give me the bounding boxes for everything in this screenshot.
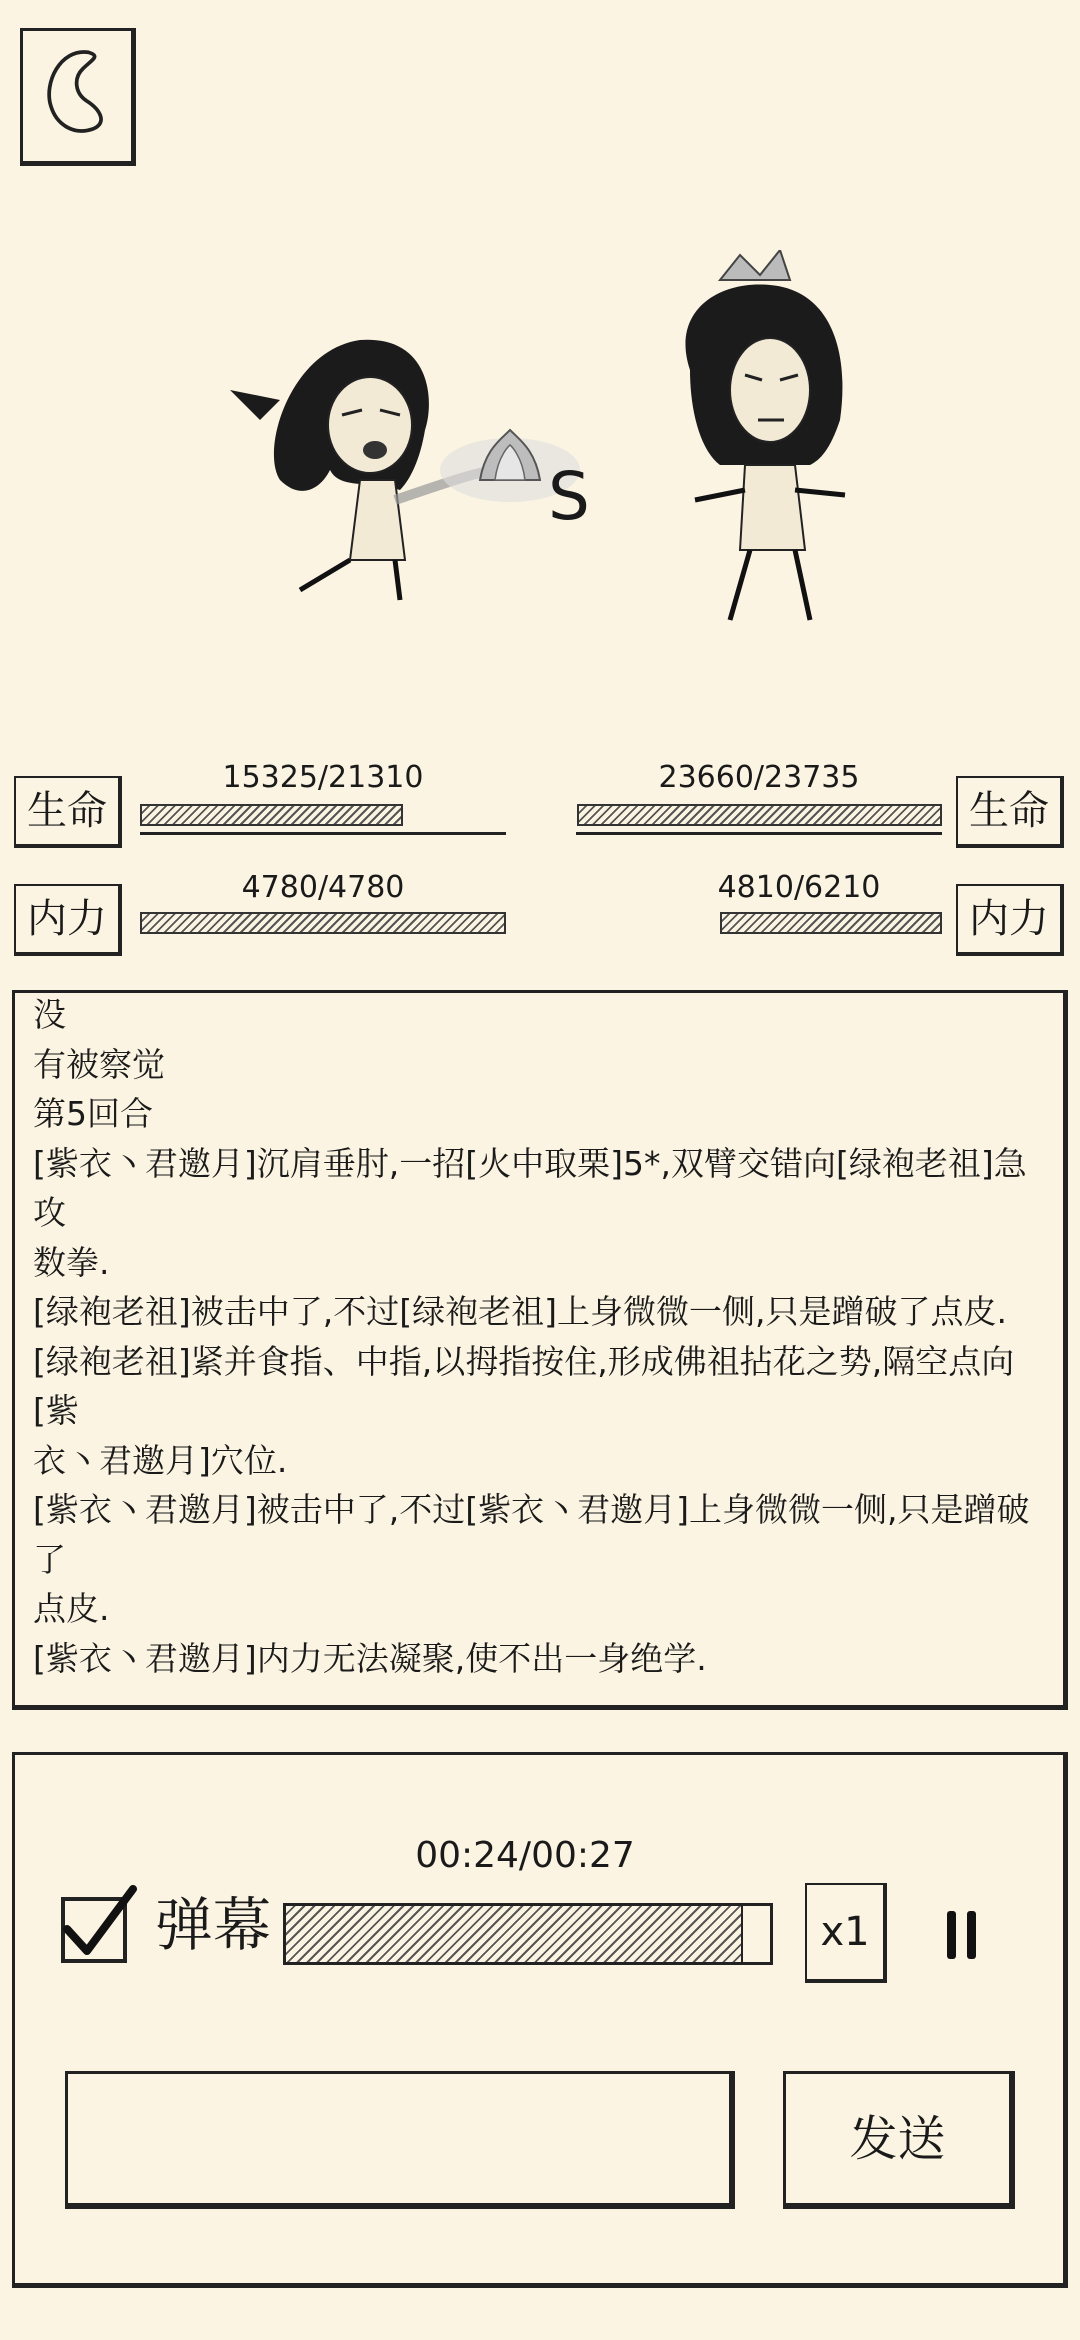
enemy-fighter [660,250,890,640]
player-mp-fill [140,912,506,934]
player-hp-value: 15325/21310 [222,760,424,795]
player-hp-underline [140,832,506,835]
player-fighter [220,330,600,630]
enemy-hp-fill [577,804,942,826]
enemy-hp-label: 生命 [956,776,1064,848]
danmu-label: 弹幕 [155,1891,272,1959]
enemy-hp-value: 23660/23735 [658,760,860,795]
player-mp-label: 内力 [14,884,122,956]
lotus-icon [480,430,540,480]
send-button[interactable]: 发送 [783,2071,1015,2209]
log-line: [紫衣丶君邀月]沉肩垂肘,一招[火中取栗]5*,双臂交错向[绿袍老祖]急攻 [33,1143,1027,1232]
speed-button[interactable]: x1 [805,1883,887,1983]
danmu-input[interactable] [65,2071,735,2209]
enemy-mp-fill [720,912,942,934]
player-hp-label: 生命 [14,776,122,848]
pause-icon [937,1905,987,1965]
combat-log-content [33,990,1045,1683]
log-line: [绿袍老祖]被击中了,不过[绿袍老祖]上身微微一侧,只是蹭破了点皮. [33,1292,1007,1331]
enemy-mp-value: 4810/6210 [717,870,881,905]
back-button[interactable] [20,28,136,166]
player-hp-fill [140,804,403,826]
enemy-mp-label: 内力 [956,884,1064,956]
player-mp-bar [140,912,506,934]
battle-scene [0,230,1080,630]
pause-button[interactable] [937,1905,987,1965]
log-line: 数拳. [33,1242,110,1282]
effect-letter: S [548,458,590,535]
danmu-checkbox[interactable] [57,1885,137,1965]
enemy-hp-bar [576,804,942,826]
player-mp-value: 4780/4780 [241,870,405,905]
back-icon [23,31,131,161]
log-line: 没 [33,995,66,1034]
playback-progress[interactable] [283,1903,773,1965]
checkmark-icon [57,1885,137,1965]
enemy-hp-underline [576,832,942,835]
playback-panel [12,1752,1068,2288]
playback-progress-fill [286,1906,743,1962]
playback-time: 00:24/00:27 [415,1835,635,1876]
combat-log[interactable] [12,990,1068,1710]
log-line: 点皮. [33,1589,110,1628]
log-line: 衣丶君邀月]穴位. [33,1440,288,1480]
log-line: [紫衣丶君邀月]被击中了,不过[紫衣丶君邀月]上身微微一侧,只是蹭破了 [33,1490,1030,1579]
log-line: 有被察觉 [33,1044,165,1084]
enemy-mp-bar [656,912,942,934]
log-line: [绿袍老祖]紧并食指、中指,以拇指按住,形成佛祖拈花之势,隔空点向[紫 [33,1341,1015,1430]
log-line: 第5回合 [33,1094,153,1133]
player-hp-bar [140,804,506,826]
log-line: [紫衣丶君邀月]内力无法凝聚,使不出一身绝学. [33,1638,707,1678]
